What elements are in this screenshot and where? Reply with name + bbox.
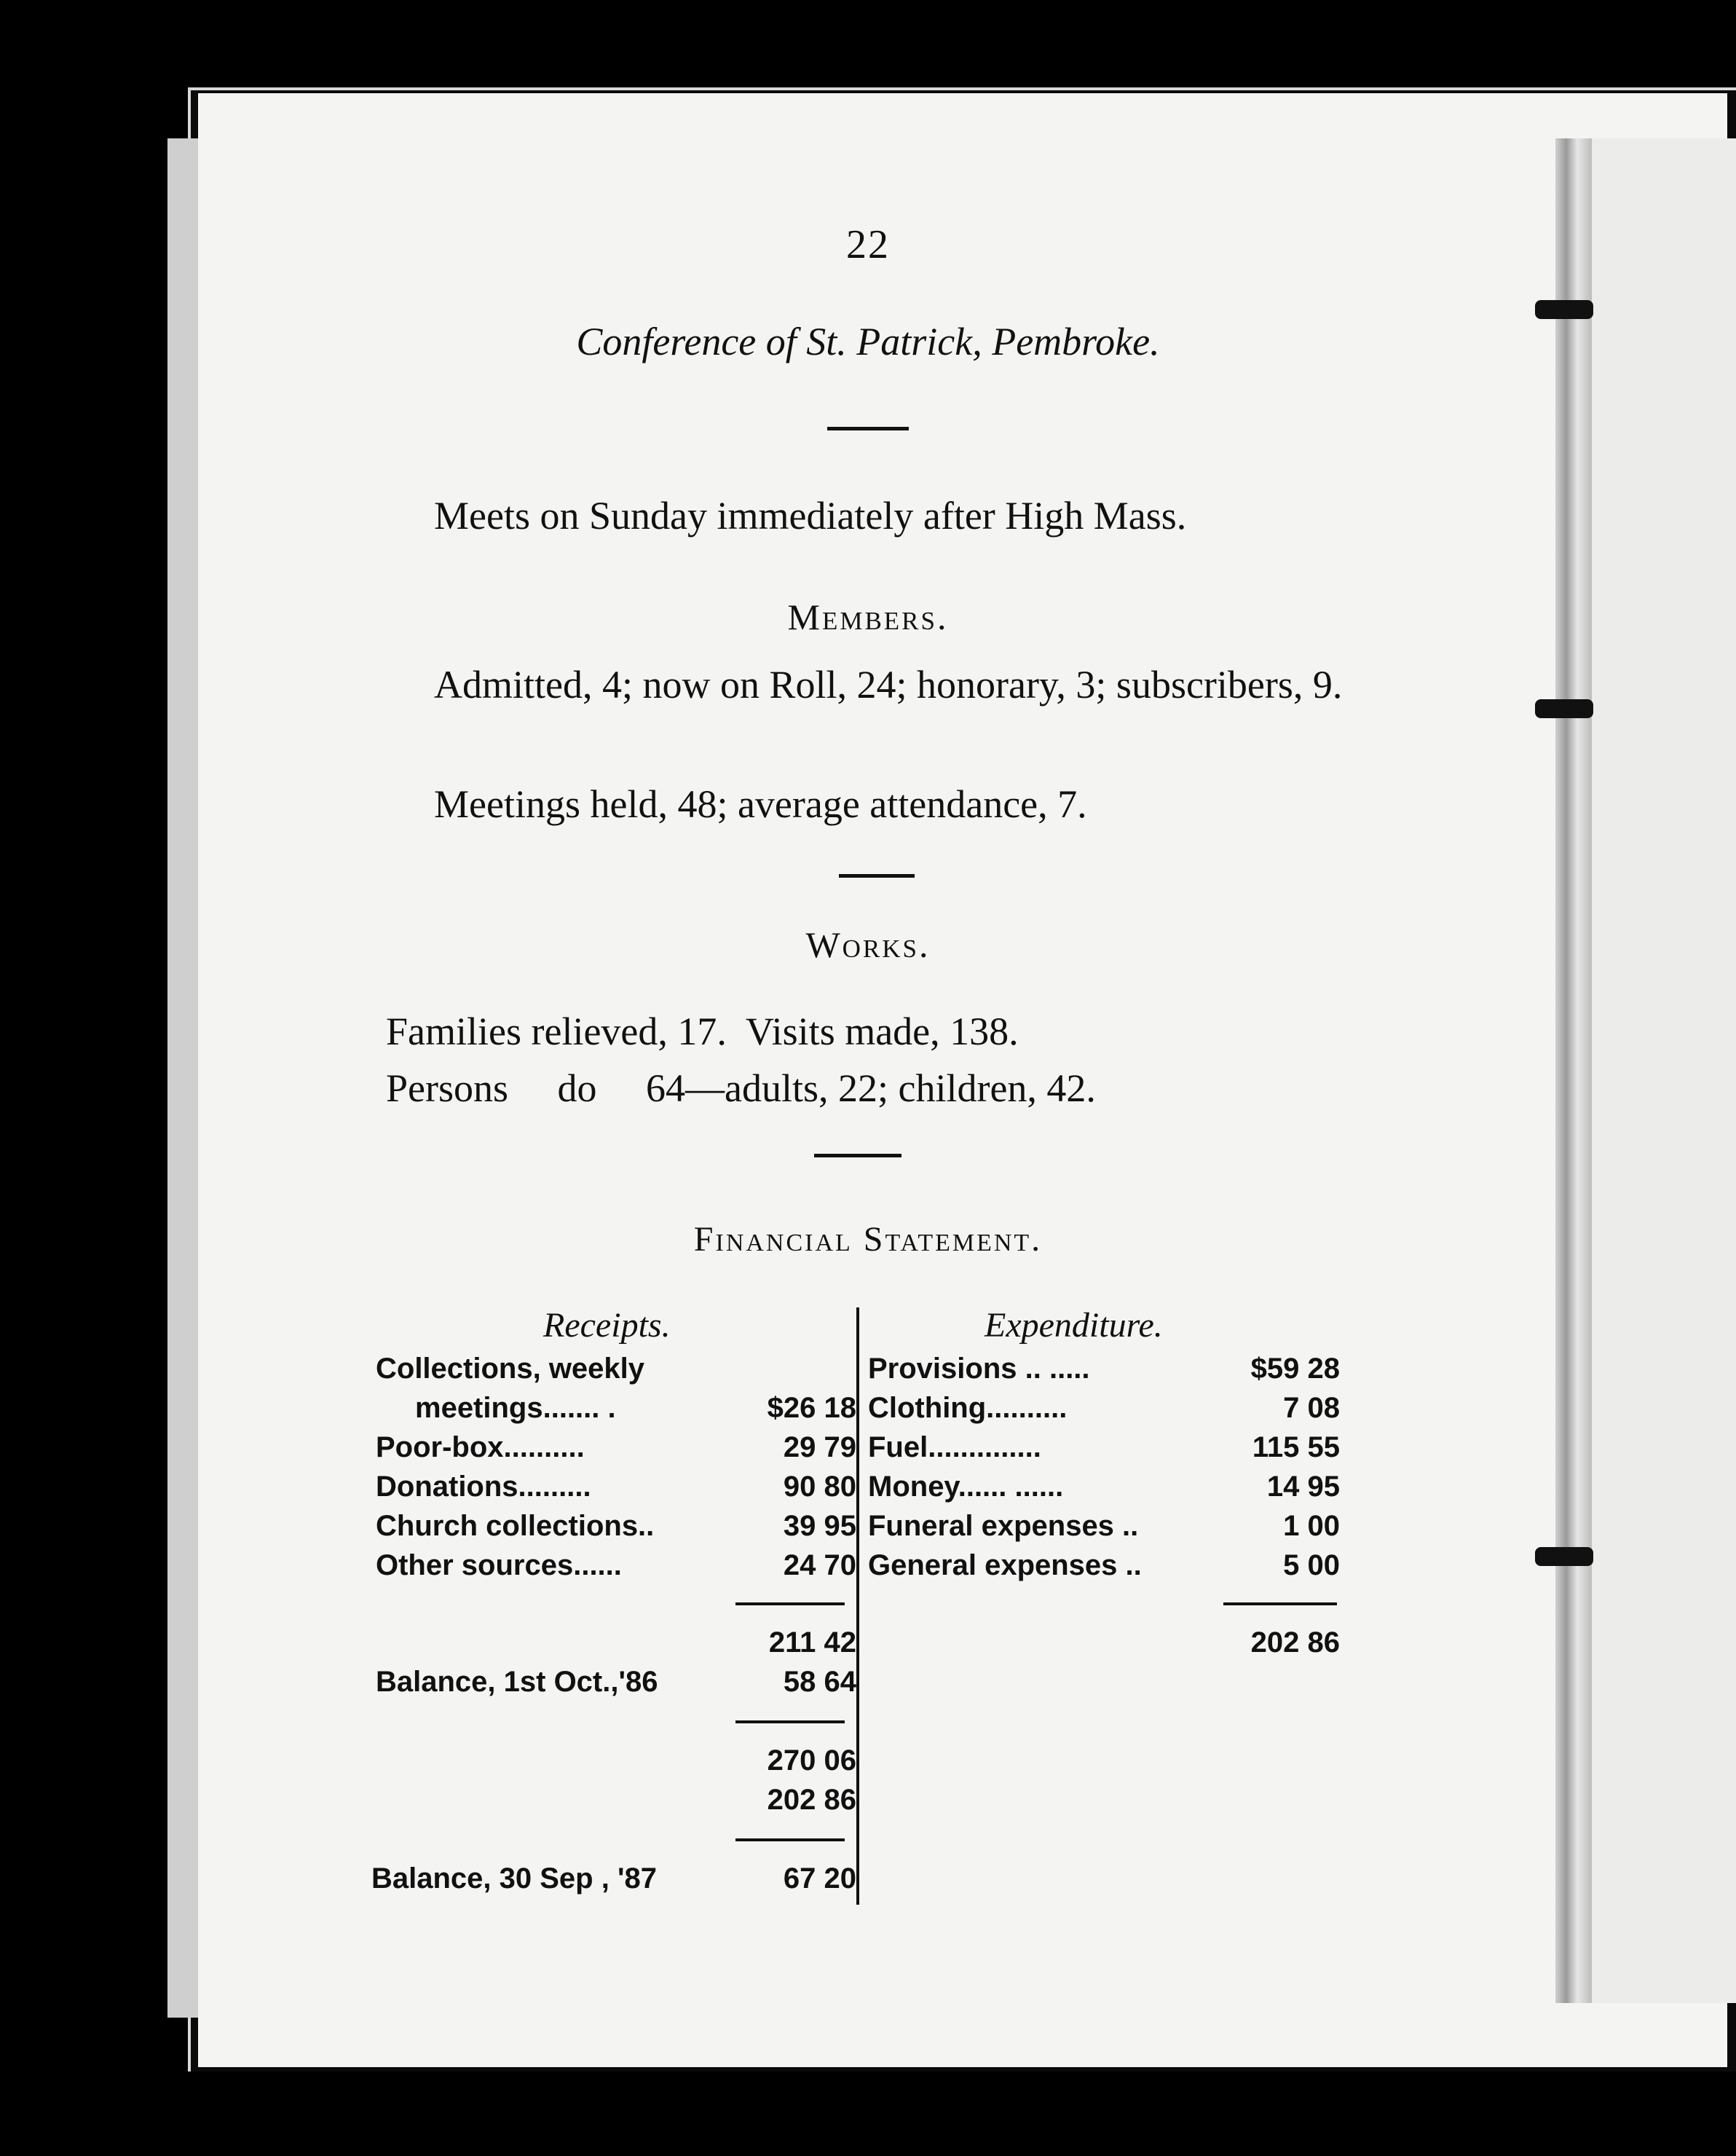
expenditure-label: Clothing.......... (868, 1392, 1068, 1424)
expenditure-label: Provisions .. ..... (868, 1353, 1090, 1385)
works-line-1: Families relieved, 17. Visits made, 138. (386, 1010, 1019, 1053)
members-heading: Members. (787, 597, 949, 637)
receipt-label: Other sources...... (376, 1549, 622, 1581)
receipt-amount: 90 80 (783, 1471, 856, 1503)
receipt-amount: 29 79 (783, 1431, 856, 1463)
expenditure-row (868, 1467, 1340, 1506)
binding-stitch (1535, 1547, 1593, 1566)
expenditure-amount: 7 08 (1283, 1392, 1340, 1424)
expenditure-row (868, 1428, 1340, 1467)
expenditure-amount: 1 00 (1283, 1510, 1340, 1542)
expenditure-total: 202 86 (1250, 1626, 1340, 1659)
binding-stitch (1535, 699, 1593, 718)
section-rule (814, 1154, 901, 1157)
expenditure-label: Funeral expenses .. (868, 1510, 1139, 1542)
receipt-amount: $26 18 (767, 1392, 856, 1424)
receipt-label: Church collections.. (376, 1510, 655, 1542)
receipt-row (376, 1467, 856, 1506)
sum-rule (735, 1720, 845, 1723)
sum-rule (735, 1838, 845, 1841)
expenditure-label: Money...... ...... (868, 1471, 1064, 1503)
expenditure-total-row (868, 1623, 1340, 1662)
receipt-row (376, 1428, 856, 1467)
expenditure-amount: 14 95 (1266, 1471, 1340, 1503)
section-rule (839, 874, 915, 878)
meeting-text: Meets on Sunday immediately after High Mass. (434, 494, 1187, 538)
receipt-row (376, 1388, 856, 1428)
expenditure-amount: 5 00 (1283, 1549, 1340, 1581)
binding-stitch (1535, 300, 1593, 319)
receipt-amount: 24 70 (783, 1549, 856, 1581)
expenditure-amount: $59 28 (1250, 1353, 1340, 1385)
sum-rule (1223, 1602, 1337, 1605)
expenditure-heading: Expenditure. (985, 1306, 1163, 1345)
receipts-total: 270 06 (767, 1744, 856, 1777)
receipt-label: Collections, weekly (376, 1353, 645, 1385)
expenditure-label: Fuel.............. (868, 1431, 1041, 1463)
financial-heading: Financial Statement. (693, 1220, 1043, 1259)
expenditure-row (868, 1546, 1340, 1585)
opening-balance-label: Balance, 1st Oct.,'86 (376, 1666, 658, 1698)
book-gutter (1555, 138, 1592, 2003)
expenditure-row (868, 1349, 1340, 1388)
column-divider (856, 1307, 859, 1905)
sum-rule (735, 1602, 845, 1605)
receipt-label: Donations......... (376, 1471, 591, 1503)
closing-balance-amount: 67 20 (783, 1862, 856, 1895)
receipts-heading: Receipts. (543, 1306, 671, 1345)
receipt-label: meetings....... . (415, 1392, 616, 1424)
page-number: 22 (846, 222, 890, 267)
facing-page-edge (1592, 138, 1736, 2003)
less-expenditure: 202 86 (767, 1784, 856, 1816)
section-rule (827, 427, 909, 430)
closing-balance-label: Balance, 30 Sep , '87 (371, 1862, 657, 1895)
receipt-row (376, 1349, 842, 1388)
expenditure-row (868, 1388, 1340, 1428)
opening-balance-amount: 58 64 (783, 1666, 856, 1698)
receipts-subtotal-row (376, 1623, 856, 1662)
expenditure-amount: 115 55 (1252, 1431, 1340, 1463)
works-heading: Works. (805, 924, 931, 965)
expenditure-row (868, 1506, 1340, 1546)
receipt-label: Poor-box.......... (376, 1431, 585, 1463)
conference-title: Conference of St. Patrick, Pembroke. (576, 320, 1160, 363)
receipt-row (376, 1506, 856, 1546)
members-line-2: Meetings held, 48; average attendance, 7. (434, 782, 1087, 826)
members-line-1: Admitted, 4; now on Roll, 24; honorary, 3; subscribers, 9. (434, 663, 1343, 707)
receipts-subtotal: 211 42 (768, 1626, 856, 1659)
closing-balance-row (371, 1859, 856, 1898)
receipt-row (376, 1546, 856, 1585)
less-expenditure-row (376, 1780, 856, 1819)
expenditure-label: General expenses .. (868, 1549, 1142, 1581)
works-line-2: Persons do 64—adults, 22; children, 42. (386, 1066, 1096, 1110)
opening-balance-row (376, 1662, 856, 1701)
receipt-amount: 39 95 (783, 1510, 856, 1542)
receipts-total-row (376, 1741, 856, 1780)
